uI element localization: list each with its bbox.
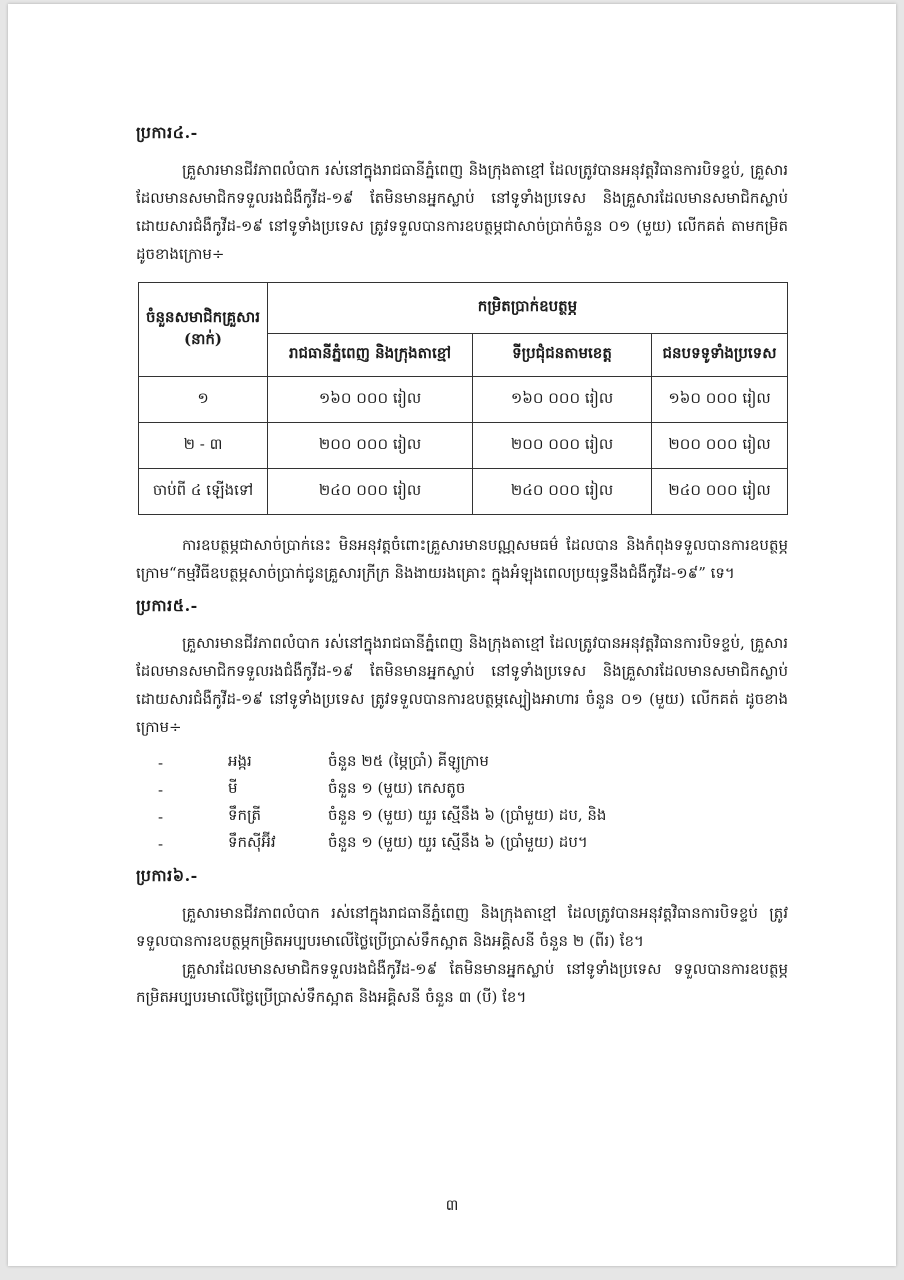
list-item bbox=[158, 803, 788, 830]
item-name: អង្ករ bbox=[228, 751, 252, 770]
page-number: ៣ bbox=[445, 1196, 459, 1214]
subheader-rural-nationwide: ជនបទទូទាំងប្រទេស bbox=[652, 334, 788, 377]
members-cell: ១ bbox=[139, 377, 268, 423]
amount-cell: ១៦០ ០០០ រៀល bbox=[268, 377, 473, 423]
amount-cell: ២៤០ ០០០ រៀល bbox=[268, 469, 473, 515]
list-dash: - bbox=[158, 753, 164, 772]
list-item bbox=[158, 749, 788, 776]
allowance-table bbox=[138, 282, 788, 515]
article-6-heading: ប្រការ៦.- bbox=[136, 866, 198, 885]
amount-cell: ២៤០ ០០០ រៀល bbox=[473, 469, 652, 515]
table-row bbox=[139, 377, 788, 423]
article-5-heading: ប្រការ៥.- bbox=[136, 596, 198, 615]
table-header-row bbox=[139, 283, 788, 334]
allowance-level-header: កម្រិតប្រាក់ឧបត្ថម្ភ bbox=[268, 283, 788, 334]
article-6-paragraph-1: គ្រួសារមានជីវភាពលំបាក រស់នៅក្នុងរាជធានីភ្នំពេញ និងក្រុងតាខ្មៅ ដែលត្រូវបានអនុវត្តវិធានការបិទខ្ទប់ ត្រូវទទួលបានការឧបត្ថម្ភកម្រិតអប្បបរមាលើថ្លៃប្រើប្រាស់ទឹកស្អាត និងអគ្គិសនី ចំនួន ២ (ពីរ) ខែ។ bbox=[136, 904, 788, 950]
item-detail: ចំនួន ១ (មួយ) កេសតូច bbox=[328, 778, 466, 797]
item-detail: ចំនួន ១ (មួយ) យួរ ស្មើនឹង ៦ (ប្រាំមួយ) ដប, និង bbox=[328, 805, 607, 824]
amount-cell: ១៦០ ០០០ រៀល bbox=[473, 377, 652, 423]
item-name: ទឹកស៊ីអ៊ីវ bbox=[228, 832, 276, 851]
article-4-heading: ប្រការ៤.- bbox=[136, 123, 198, 142]
amount-cell: ២០០ ០០០ រៀល bbox=[652, 423, 788, 469]
amount-cell: ២៤០ ០០០ រៀល bbox=[652, 469, 788, 515]
page-content bbox=[136, 122, 788, 1011]
members-cell: ២ - ៣ bbox=[139, 423, 268, 469]
food-items-list bbox=[158, 749, 788, 857]
amount-cell: ២០០ ០០០ រៀល bbox=[473, 423, 652, 469]
members-column-header: ចំនួនសមាជិកគ្រួសារ (នាក់) bbox=[139, 283, 268, 377]
amount-cell: ២០០ ០០០ រៀល bbox=[268, 423, 473, 469]
list-item bbox=[158, 830, 788, 857]
subheader-provincial-towns: ទីប្រជុំជនតាមខេត្ត bbox=[473, 334, 652, 377]
article-6-paragraph-2: គ្រួសារដែលមានសមាជិកទទួលរងជំងឺកូវីដ-១៩ តែមិនមានអ្នកស្លាប់ នៅទូទាំងប្រទេស ទទួលបានការឧបត្ថម្ភកម្រិតអប្បបរមាលើថ្លៃប្រើប្រាស់ទឹកស្អាត និងអគ្គិសនី ចំនួន ៣ (បី) ខែ។ bbox=[136, 960, 788, 1006]
item-name: មី bbox=[228, 778, 238, 797]
item-detail: ចំនួន ២៥ (ម្ភៃប្រាំ) គីឡូក្រាម bbox=[328, 751, 489, 770]
members-cell: ចាប់ពី ៤ ឡើងទៅ bbox=[139, 469, 268, 515]
item-detail: ចំនួន ១ (មួយ) យួរ ស្មើនឹង ៦ (ប្រាំមួយ) ដប។ bbox=[328, 832, 588, 851]
list-dash: - bbox=[158, 780, 164, 799]
article-4-paragraph: គ្រួសារមានជីវភាពលំបាក រស់នៅក្នុងរាជធានីភ្នំពេញ និងក្រុងតាខ្មៅ ដែលត្រូវបានអនុវត្តវិធានការបិទខ្ទប់, គ្រួសារដែលមានសមាជិកទទួលរងជំងឺកូវីដ-១៩ តែមិនមានអ្នកស្លាប់ នៅទូទាំងប្រទេស និងគ្រួសារដែលមានសមាជិកស្លាប់ដោយសារជំងឺកូវីដ-១៩ នៅទូទាំងប្រទេស ត្រូវទទួលបានការឧបត្ថម្ភជាសាច់ប្រាក់ចំនួន ០១ (មួយ) លើកគត់ តាមកម្រិត ដូចខាងក្រោម÷ bbox=[136, 161, 788, 263]
table-note-paragraph: ការឧបត្ថម្ភជាសាច់ប្រាក់នេះ មិនអនុវត្តចំពោះគ្រួសារមានបណ្ណសមធម៌ ដែលបាន និងកំពុងទទួលបានការឧបត្ថម្ភក្រោម“កម្មវិធីឧបត្ថម្ភសាច់ប្រាក់ជូនគ្រួសារក្រីក្រ និងងាយរងគ្រោះ ក្នុងអំឡុងពេលប្រយុទ្ធនឹងជំងឺកូវីដ-១៩” ទេ។ bbox=[136, 536, 788, 582]
amount-cell: ១៦០ ០០០ រៀល bbox=[652, 377, 788, 423]
document-page bbox=[8, 4, 896, 1266]
table-row bbox=[139, 423, 788, 469]
list-dash: - bbox=[158, 834, 164, 853]
article-5-paragraph: គ្រួសារមានជីវភាពលំបាក រស់នៅក្នុងរាជធានីភ្នំពេញ និងក្រុងតាខ្មៅ ដែលត្រូវបានអនុវត្តវិធានការបិទខ្ទប់, គ្រួសារដែលមានសមាជិកទទួលរងជំងឺកូវីដ-១៩ តែមិនមានអ្នកស្លាប់ នៅទូទាំងប្រទេស និងគ្រួសារដែលមានសមាជិកស្លាប់ដោយសារជំងឺកូវីដ-១៩ នៅទូទាំងប្រទេស ត្រូវទទួលបានការឧបត្ថម្ភស្បៀងអាហារ ចំនួន ០១ (មួយ) លើកគត់ ដូចខាងក្រោម÷ bbox=[136, 634, 788, 736]
subheader-phnom-penh: រាជធានីភ្នំពេញ និងក្រុងតាខ្មៅ bbox=[268, 334, 473, 377]
list-dash: - bbox=[158, 807, 164, 826]
list-item bbox=[158, 776, 788, 803]
item-name: ទឹកត្រី bbox=[228, 805, 262, 824]
table-row bbox=[139, 469, 788, 515]
